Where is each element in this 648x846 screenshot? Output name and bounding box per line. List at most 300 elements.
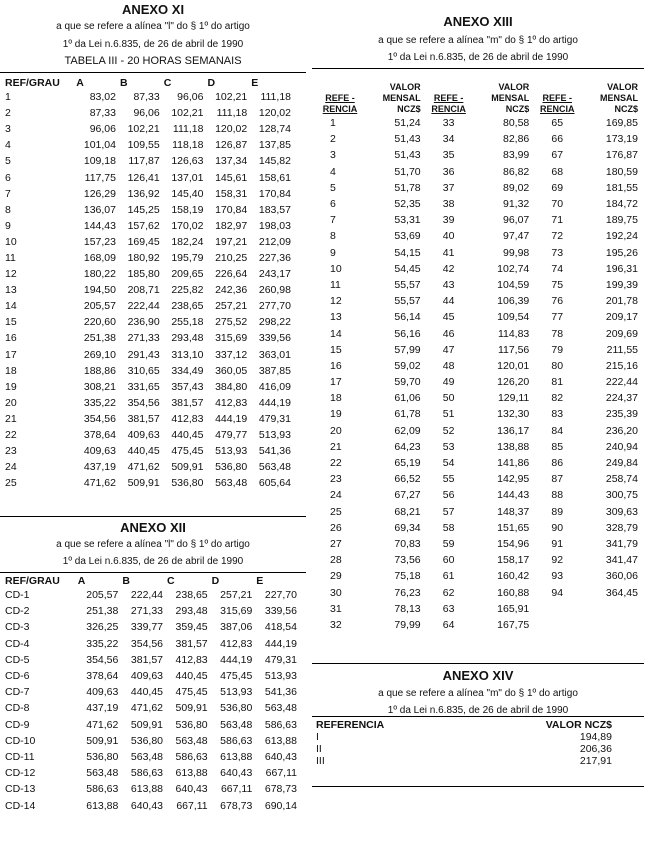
row-ref: 25 xyxy=(330,505,342,518)
row-label: CD-14 xyxy=(5,799,36,812)
row-ref xyxy=(531,601,583,617)
table-cell: 192,24 xyxy=(605,230,638,243)
table-row xyxy=(314,358,640,374)
table-cell: 328,79 xyxy=(605,521,638,534)
table-row xyxy=(3,781,299,797)
table-cell xyxy=(583,617,640,633)
row-label: 2 xyxy=(5,107,11,120)
table-row xyxy=(314,617,640,633)
table-cell: 409,63 xyxy=(127,429,160,442)
row-ref: 31 xyxy=(330,602,342,615)
table-cell: 181,55 xyxy=(605,181,638,194)
row-label: 11 xyxy=(5,251,16,264)
row-label: 22 xyxy=(5,429,17,442)
anexo-xii-line2: 1º da Lei n.6.835, de 26 de abril de 1990 xyxy=(62,556,244,567)
table-cell: 87,33 xyxy=(89,107,116,120)
row-ref: 55 xyxy=(442,473,455,486)
anexo-xi-table-title: TABELA III - 20 HORAS SEMANAIS xyxy=(64,55,242,67)
table-row xyxy=(314,455,640,471)
row-ref: 28 xyxy=(330,554,342,567)
table-cell: 209,69 xyxy=(605,327,638,340)
table-cell: 169,45 xyxy=(127,235,160,248)
table-cell: 678,73 xyxy=(264,783,297,796)
table-cell: 335,22 xyxy=(83,396,116,409)
table-cell: 563,48 xyxy=(215,477,248,490)
column-header: REF/GRAU xyxy=(5,77,60,89)
column-header: B xyxy=(119,77,128,89)
table-cell: 381,57 xyxy=(171,396,204,409)
table-cell: 212,09 xyxy=(258,235,291,248)
table-cell: 132,30 xyxy=(497,408,530,421)
row-ref: 27 xyxy=(330,537,342,550)
table-row xyxy=(314,277,640,293)
table-cell: 440,45 xyxy=(175,670,208,683)
table-cell: 195,26 xyxy=(605,246,638,259)
table-cell: 151,65 xyxy=(497,521,530,534)
table-row xyxy=(3,395,293,411)
table-row xyxy=(3,765,299,781)
table-cell: 158,19 xyxy=(171,203,204,216)
table-cell: 378,64 xyxy=(86,670,119,683)
table-cell: 215,16 xyxy=(605,359,638,372)
table-cell: 102,21 xyxy=(215,91,248,104)
table-cell: 310,65 xyxy=(127,364,160,377)
table-row xyxy=(314,471,640,487)
table-cell: 586,63 xyxy=(175,750,208,763)
row-ref: 82 xyxy=(551,392,564,405)
row-ref: 53 xyxy=(442,440,455,453)
table-row xyxy=(3,250,293,266)
table-cell: 381,57 xyxy=(175,637,208,650)
row-ref: 63 xyxy=(442,602,455,615)
anexo-xiii xyxy=(312,14,644,65)
anexo-xii-rows xyxy=(3,587,299,814)
table-cell xyxy=(583,601,640,617)
table-cell: 109,55 xyxy=(127,139,160,152)
table-cell: 384,80 xyxy=(215,380,248,393)
row-label: 3 xyxy=(5,123,11,136)
table-cell: 381,57 xyxy=(130,653,164,666)
table-cell: 440,45 xyxy=(130,686,164,699)
table-cell: 475,45 xyxy=(220,670,253,683)
table-cell: 227,70 xyxy=(264,589,297,602)
table-cell: 243,17 xyxy=(258,268,291,281)
table-cell: 509,91 xyxy=(127,477,160,490)
table-cell: 198,03 xyxy=(258,219,291,232)
table-cell: 137,34 xyxy=(215,155,248,168)
table-row xyxy=(314,487,640,503)
valor-header: VALOR MENSAL NCZ$ xyxy=(600,82,638,114)
table-cell: 586,63 xyxy=(220,734,253,747)
table-cell: 444,19 xyxy=(215,412,248,425)
table-cell: 437,19 xyxy=(83,461,116,474)
row-ref: 58 xyxy=(442,521,455,534)
table-cell: 96,07 xyxy=(503,214,530,227)
table-row xyxy=(314,164,640,180)
table-row xyxy=(3,652,299,668)
table-row xyxy=(314,390,640,406)
row-label: 13 xyxy=(5,284,17,297)
table-row xyxy=(3,298,293,314)
table-cell: 69,34 xyxy=(394,521,421,534)
table-cell: 313,10 xyxy=(171,348,204,361)
table-cell: 55,57 xyxy=(394,278,421,291)
table-cell: 210,25 xyxy=(215,251,248,264)
table-cell: 182,97 xyxy=(215,219,248,232)
table-row xyxy=(3,797,299,813)
table-row xyxy=(3,443,293,459)
table-cell: 257,21 xyxy=(220,589,253,602)
table-row xyxy=(3,266,293,282)
table-cell: 66,52 xyxy=(394,473,421,486)
table-row xyxy=(314,342,640,358)
table-cell: 409,63 xyxy=(83,445,116,458)
table-cell: 667,11 xyxy=(220,783,253,796)
row-label: CD-10 xyxy=(5,734,36,747)
table-cell: 341,47 xyxy=(605,554,638,567)
table-cell: 269,10 xyxy=(83,348,116,361)
row-ref: 16 xyxy=(330,359,342,372)
table-row xyxy=(3,330,293,346)
table-cell: 129,11 xyxy=(497,392,530,405)
row-ref: 62 xyxy=(442,586,455,599)
anexo-xiv-rows xyxy=(314,731,614,767)
table-row xyxy=(3,89,293,105)
table-cell: 513,93 xyxy=(215,445,248,458)
column-header: A xyxy=(76,77,84,89)
table-cell: 97,47 xyxy=(503,230,530,243)
table-cell: 144,43 xyxy=(83,219,116,232)
table-cell: 126,63 xyxy=(171,155,204,168)
table-cell: 160,88 xyxy=(497,586,530,599)
table-cell: 471,62 xyxy=(83,477,116,490)
row-ref: 3 xyxy=(330,149,336,162)
table-cell: 298,22 xyxy=(258,316,291,329)
row-ref: 44 xyxy=(442,295,455,308)
table-cell: 106,39 xyxy=(497,295,530,308)
table-cell: 194,50 xyxy=(83,284,116,297)
table-cell: 479,77 xyxy=(215,429,248,442)
row-ref: 8 xyxy=(330,230,336,243)
table-cell: 354,56 xyxy=(130,637,164,650)
anexo-xiv-table xyxy=(314,719,614,767)
row-ref: 22 xyxy=(330,457,342,470)
table-cell: 308,21 xyxy=(83,380,116,393)
table-cell: 211,55 xyxy=(606,343,638,356)
anexo-xiv-line2: 1º da Lei n.6.835, de 26 de abril de 1990 xyxy=(387,705,569,716)
table-cell: 158,61 xyxy=(258,171,291,184)
table-row xyxy=(3,314,293,330)
table-cell: 111,18 xyxy=(216,107,248,120)
table-cell: 206,36 xyxy=(579,743,612,755)
table-cell: 70,83 xyxy=(394,537,421,550)
table-cell: 145,25 xyxy=(127,203,160,216)
row-ref: 21 xyxy=(330,440,342,453)
table-cell: 136,92 xyxy=(127,187,160,200)
table-row xyxy=(3,636,299,652)
table-cell: 145,61 xyxy=(215,171,248,184)
table-cell: 205,57 xyxy=(83,300,116,313)
row-label: 20 xyxy=(5,396,17,409)
table-cell: 277,70 xyxy=(258,300,291,313)
table-cell: 258,74 xyxy=(605,473,638,486)
table-cell: 605,64 xyxy=(258,477,291,490)
valor-header: VALOR MENSAL NCZ$ xyxy=(491,82,530,114)
table-row xyxy=(3,202,293,218)
table-row xyxy=(3,684,299,700)
table-cell: 82,86 xyxy=(503,133,530,146)
table-row xyxy=(3,459,293,475)
table-row xyxy=(3,169,293,185)
column-header: D xyxy=(211,575,220,587)
row-label: 8 xyxy=(5,203,11,216)
table-cell: 509,91 xyxy=(130,718,164,731)
table-cell: 102,21 xyxy=(171,107,204,120)
table-cell: 563,48 xyxy=(258,461,291,474)
row-label: 1 xyxy=(5,91,11,104)
table-cell: 189,75 xyxy=(605,214,638,227)
anexo-xii-table xyxy=(3,575,299,814)
table-row xyxy=(314,406,640,422)
table-cell: 126,29 xyxy=(83,187,116,200)
table-cell: 291,43 xyxy=(127,348,160,361)
table-cell: 235,39 xyxy=(605,408,638,421)
anexo-xiii-table xyxy=(314,82,640,633)
table-cell: 536,80 xyxy=(220,702,253,715)
row-ref: 79 xyxy=(551,343,564,356)
table-cell: 471,62 xyxy=(86,718,119,731)
row-ref: 39 xyxy=(442,214,455,227)
anexo-xii-rule-top xyxy=(0,516,306,517)
table-row xyxy=(3,282,293,298)
table-cell: 117,87 xyxy=(128,155,160,168)
row-ref: 43 xyxy=(442,278,455,291)
table-row xyxy=(314,309,640,325)
table-cell: 59,02 xyxy=(394,359,421,372)
table-cell: 80,58 xyxy=(503,117,530,130)
row-ref: 17 xyxy=(330,376,342,389)
table-row xyxy=(314,584,640,600)
table-cell: 238,65 xyxy=(171,300,204,313)
table-cell: 315,69 xyxy=(220,605,253,618)
anexo-xi-rows xyxy=(3,89,293,491)
table-cell: 471,62 xyxy=(130,702,164,715)
table-cell: 409,63 xyxy=(86,686,119,699)
row-ref: 70 xyxy=(551,198,564,211)
table-cell: 337,12 xyxy=(215,348,248,361)
table-cell: 586,63 xyxy=(86,783,119,796)
table-cell: 309,63 xyxy=(605,505,638,518)
row-ref: 69 xyxy=(551,181,564,194)
table-cell: 479,31 xyxy=(264,653,297,666)
table-cell: 236,90 xyxy=(127,316,160,329)
row-ref: 42 xyxy=(442,262,455,275)
table-row xyxy=(314,504,640,520)
row-ref: 71 xyxy=(551,214,564,227)
row-ref: 91 xyxy=(551,537,564,550)
table-cell: 357,43 xyxy=(171,380,204,393)
table-row xyxy=(3,363,293,379)
table-cell: 128,74 xyxy=(258,123,291,136)
table-row xyxy=(314,568,640,584)
row-ref: 89 xyxy=(551,505,564,518)
table-cell: 96,06 xyxy=(133,107,160,120)
table-cell: 104,59 xyxy=(497,278,530,291)
table-cell: 331,65 xyxy=(127,380,160,393)
row-ref: 46 xyxy=(442,327,455,340)
row-label: 12 xyxy=(5,268,17,281)
table-cell: 255,18 xyxy=(171,316,204,329)
table-cell: 87,33 xyxy=(133,91,160,104)
table-row xyxy=(3,717,299,733)
table-cell: 513,93 xyxy=(258,429,291,442)
table-cell: 56,14 xyxy=(394,311,421,324)
table-cell: 144,43 xyxy=(497,489,530,502)
table-cell: 101,04 xyxy=(83,139,116,152)
table-cell: 563,48 xyxy=(220,718,253,731)
table-cell: 339,77 xyxy=(130,621,164,634)
row-ref: 68 xyxy=(551,165,564,178)
column-header: A xyxy=(77,575,86,587)
table-row xyxy=(314,520,640,536)
row-label: 16 xyxy=(5,332,17,345)
row-label: 7 xyxy=(5,187,11,200)
table-cell: 120,02 xyxy=(215,123,248,136)
table-cell: 249,84 xyxy=(605,457,638,470)
table-cell: 111,18 xyxy=(172,123,204,136)
row-ref: 20 xyxy=(330,424,342,437)
table-cell: 83,02 xyxy=(89,91,116,104)
table-cell: 167,75 xyxy=(497,618,530,631)
table-cell: 416,09 xyxy=(258,380,291,393)
column-header: B xyxy=(122,575,130,587)
row-ref: 48 xyxy=(442,359,455,372)
table-cell: 667,11 xyxy=(176,799,208,812)
row-ref: 47 xyxy=(442,343,455,356)
table-cell: 126,41 xyxy=(127,171,160,184)
table-cell: 145,40 xyxy=(171,187,204,200)
table-cell: 78,13 xyxy=(394,602,421,615)
row-label: 21 xyxy=(5,412,17,425)
table-cell: 475,45 xyxy=(171,445,204,458)
table-row xyxy=(3,749,299,765)
table-cell: 220,60 xyxy=(83,316,116,329)
row-label: I xyxy=(316,731,319,743)
row-ref: 72 xyxy=(551,230,564,243)
table-cell: 154,96 xyxy=(497,537,530,550)
table-row xyxy=(3,347,293,363)
table-cell: 53,69 xyxy=(394,230,421,243)
table-cell: 364,45 xyxy=(605,586,638,599)
table-row xyxy=(314,325,640,341)
row-label: II xyxy=(316,743,322,755)
table-cell: 326,25 xyxy=(86,621,119,634)
table-cell: 137,85 xyxy=(258,139,291,152)
row-ref: 40 xyxy=(442,230,455,243)
row-ref: 52 xyxy=(442,424,455,437)
table-row xyxy=(314,196,640,212)
table-cell: 418,54 xyxy=(264,621,297,634)
table-cell: 359,45 xyxy=(175,621,208,634)
anexo-xii-title: ANEXO XII xyxy=(120,520,186,535)
table-row xyxy=(3,153,293,169)
table-cell: 360,05 xyxy=(215,364,248,377)
table-cell: 387,85 xyxy=(258,364,291,377)
table-row xyxy=(314,439,640,455)
table-cell: 73,56 xyxy=(394,554,421,567)
table-cell: 51,24 xyxy=(394,117,421,130)
anexo-xi-title: ANEXO XI xyxy=(121,2,185,17)
table-cell: 471,62 xyxy=(127,461,160,474)
anexo-xi xyxy=(0,2,306,68)
table-cell: 157,23 xyxy=(83,235,116,248)
row-ref: 80 xyxy=(551,359,564,372)
table-cell: 52,35 xyxy=(394,198,421,211)
table-cell: 412,83 xyxy=(171,412,204,425)
table-cell: 409,63 xyxy=(130,670,164,683)
anexo-xiii-title: ANEXO XIII xyxy=(443,14,513,29)
table-cell: 148,37 xyxy=(497,505,530,518)
row-label: CD-5 xyxy=(5,653,30,666)
row-ref: 78 xyxy=(551,327,564,340)
row-ref: 94 xyxy=(551,586,564,599)
table-row xyxy=(3,411,293,427)
table-cell: 315,69 xyxy=(215,332,248,345)
table-cell: 563,48 xyxy=(175,734,208,747)
row-ref: 13 xyxy=(330,311,342,324)
table-cell: 55,57 xyxy=(394,295,421,308)
anexo-xiv-rule-top xyxy=(312,663,644,664)
table-cell: 136,07 xyxy=(83,203,116,216)
table-cell: 640,43 xyxy=(175,783,208,796)
row-ref: 88 xyxy=(551,489,564,502)
table-cell: 541,36 xyxy=(258,445,291,458)
anexo-xii-rule xyxy=(0,572,306,573)
row-ref: 83 xyxy=(551,408,564,421)
table-cell: 586,63 xyxy=(264,718,297,731)
table-cell: 51,43 xyxy=(394,133,421,146)
table-cell: 126,87 xyxy=(215,139,248,152)
table-cell: 509,91 xyxy=(175,702,208,715)
table-header-row xyxy=(3,77,293,89)
table-cell: 180,59 xyxy=(605,165,638,178)
row-ref: 66 xyxy=(551,133,564,146)
row-ref: 12 xyxy=(330,295,342,308)
table-row xyxy=(3,700,299,716)
row-label: CD-9 xyxy=(5,718,30,731)
row-ref: 9 xyxy=(330,246,336,259)
row-ref: 50 xyxy=(442,392,455,405)
table-cell: 173,19 xyxy=(605,133,638,146)
table-row xyxy=(314,755,614,767)
table-cell: 536,80 xyxy=(171,477,204,490)
table-cell: 195,79 xyxy=(171,251,204,264)
row-ref: 87 xyxy=(551,473,564,486)
row-ref: 30 xyxy=(330,586,342,599)
table-row xyxy=(3,603,299,619)
table-cell: 89,02 xyxy=(503,181,530,194)
row-label: CD-6 xyxy=(5,670,30,683)
row-label: CD-13 xyxy=(5,783,36,796)
row-ref: 86 xyxy=(551,457,564,470)
table-cell: 293,48 xyxy=(171,332,204,345)
table-cell: 479,31 xyxy=(258,412,291,425)
table-cell: 169,85 xyxy=(605,117,638,130)
row-ref: 92 xyxy=(551,554,564,567)
table-cell: 180,92 xyxy=(127,251,160,264)
table-cell: 118,18 xyxy=(172,139,204,152)
table-row xyxy=(3,121,293,137)
